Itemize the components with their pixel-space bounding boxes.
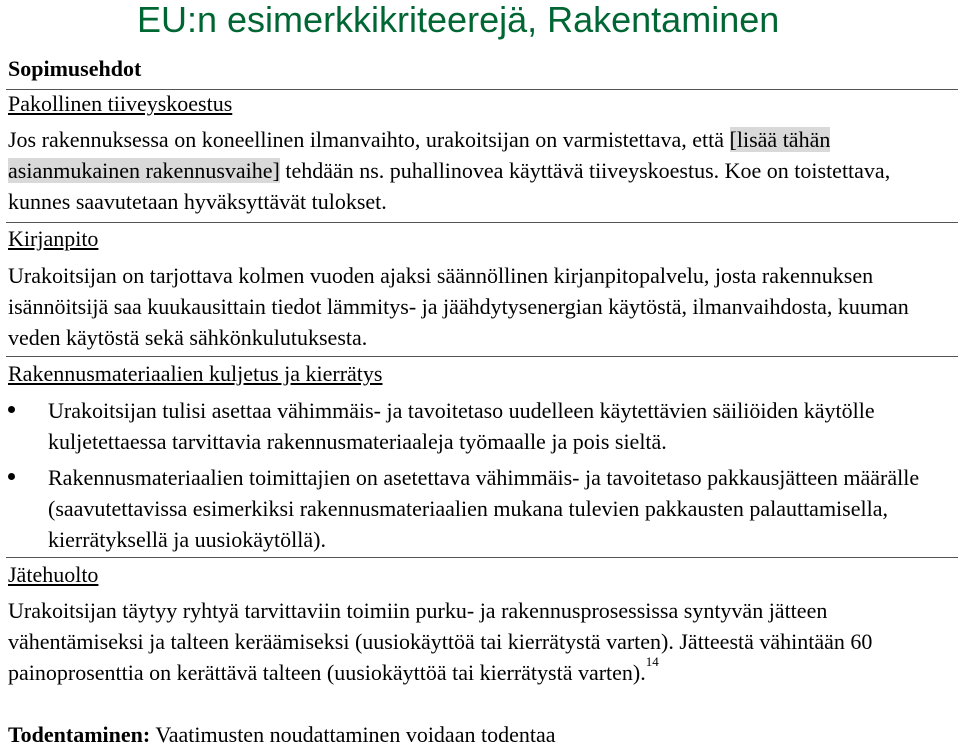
section-title-kirjanpito: Kirjanpito	[8, 226, 99, 251]
verification-line	[8, 722, 555, 748]
bullet-icon	[8, 406, 15, 413]
section-text-tiiveyskoestus	[8, 124, 953, 217]
list-item-text: Urakoitsijan tulisi asettaa vähimmäis- ja tavoitetaso uudelleen käytettävien säiliöiden käytölle kuljetettaessa tarvittavia rakennusmateriaaleja työmaalle ja pois sieltä.	[48, 398, 875, 454]
section-title-kuljetus: Rakennusmateriaalien kuljetus ja kierrätys	[8, 361, 383, 386]
divider	[6, 356, 958, 357]
highlighted-placeholder: [lisää tähän asianmukainen rakennusvaihe]	[8, 127, 831, 183]
text-segment: Jos rakennuksessa on koneellinen ilmanvaihto, urakoitsijan on varmistettava, että	[8, 127, 730, 152]
section-text-jatehuolto	[8, 595, 953, 688]
slide-title: EU:n esimerkkikriteerejä, Rakentaminen	[137, 0, 780, 40]
divider	[6, 557, 958, 558]
text-segment: tehdään ns. puhallinovea käyttävä tiiveyskoestus. Koe on toistettava, kunnes saavutetaan hyväksyttävät tulokset.	[8, 158, 891, 214]
document-heading: Sopimusehdot	[8, 56, 142, 81]
divider	[6, 222, 958, 223]
text-segment: Urakoitsijan täytyy ryhtyä tarvittaviin toimiin purku- ja rakennusprosessissa syntyvän jätteen vähentämiseksi ja talteen keräämiseksi (uusiokäyttöä tai kierrätystä varten). Jätteestä vähintään 60 painoprosenttia on kerättävä talteen (uusiokäyttöä tai kierrätystä varten).	[8, 598, 873, 685]
verification-label: Todentaminen:	[8, 722, 151, 747]
bullet-icon	[8, 473, 15, 480]
footnote-marker: 14	[645, 654, 659, 669]
section-text-kirjanpito: Urakoitsijan on tarjottava kolmen vuoden ajaksi säännöllinen kirjanpitopalvelu, josta rakennuksen isännöitsijä saa kuukausittain tiedot lämmitys- ja jäähdytysenergian käytöstä, ilmanvaihdosta, kuuman veden käytöstä sekä sähkönkulutuksesta.	[8, 263, 909, 350]
divider	[6, 89, 958, 90]
section-title-tiiveyskoestus: Pakollinen tiiveyskoestus	[8, 91, 233, 116]
section-title-jatehuolto: Jätehuolto	[8, 562, 99, 587]
verification-text: Vaatimusten noudattaminen voidaan todentaa	[150, 722, 556, 747]
list-item-text: Rakennusmateriaalien toimittajien on asetettava vähimmäis- ja tavoitetaso pakkausjätteen määrälle (saavutettavissa esimerkiksi rakennusmateriaalien mukana tulevien pakkausten palauttamisella, kierrätyksellä ja uusiokäytöllä).	[48, 465, 920, 552]
